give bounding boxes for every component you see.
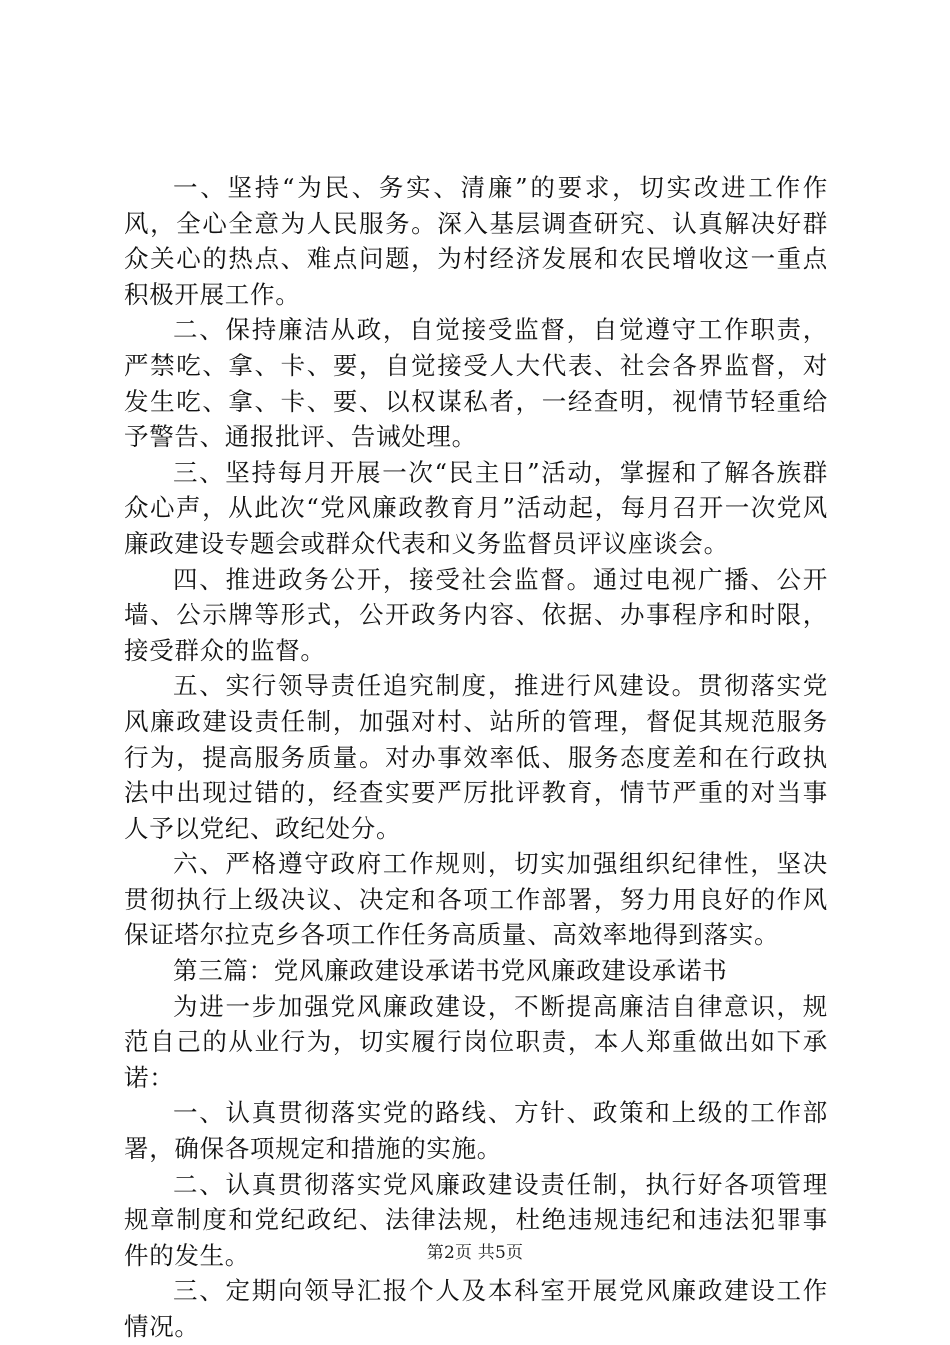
paragraph-pledge-3: 三、定期向领导汇报个人及本科室开展党风廉政建设工作情况。	[124, 1276, 828, 1341]
paragraph-commitment-2: 二、保持廉洁从政，自觉接受监督，自觉遵守工作职责，严禁吃、拿、卡、要，自觉接受人大代表、社会各界监督，对发生吃、拿、卡、要、以权谋私者，一经查明，视情节轻重给予警告、通报批评、告诫处理。	[124, 315, 828, 452]
document-body	[124, 170, 828, 1345]
paragraph-pledge-1: 一、认真贯彻落实党的路线、方针、政策和上级的工作部署，确保各项规定和措施的实施。	[124, 1098, 828, 1164]
paragraph-commitment-4: 四、推进政务公开，接受社会监督。通过电视广播、公开墙、公示牌等形式，公开政务内容、依据、办事程序和时限，接受群众的监督。	[124, 564, 828, 665]
page-footer: 第2页 共5页	[426, 1243, 524, 1263]
paragraph-commitment-1: 一、坚持“为民、务实、清廉”的要求，切实改进工作作风，全心全意为人民服务。深入基层调查研究、认真解决好群众关心的热点、难点问题，为村经济发展和农民增收这一重点积极开展工作。	[124, 173, 828, 309]
paragraph-commitment-3: 三、坚持每月开展一次“民主日”活动，掌握和了解各族群众心声，从此次“党风廉政教育月”活动起，每月召开一次党风廉政建设专题会或群众代表和义务监督员评议座谈会。	[124, 457, 828, 558]
paragraph-commitment-5: 五、实行领导责任追究制度，推进行风建设。贯彻落实党风廉政建设责任制，加强对村、站所的管理，督促其规范服务行为，提高服务质量。对办事效率低、服务态度差和在行政执法中出现过错的，经查实要严厉批评教育，情节严重的对当事人予以党纪、政纪处分。	[124, 671, 828, 843]
paragraph-pledge-2: 二、认真贯彻落实党风廉政建设责任制，执行好各项管理规章制度和党纪政纪、法律法规，杜绝违规违纪和违法犯罪事件的发生。	[124, 1169, 828, 1270]
section-heading: 第三篇：党风廉政建设承诺书党风廉政建设承诺书	[173, 956, 728, 986]
paragraph-intro: 为进一步加强党风廉政建设，不断提高廉洁自律意识，规范自己的从业行为，切实履行岗位职责，本人郑重做出如下承诺：	[124, 991, 828, 1092]
paragraph-commitment-6: 六、严格遵守政府工作规则，切实加强组织纪律性，坚决贯彻执行上级决议、决定和各项工作部署，努力用良好的作风保证塔尔拉克乡各项工作任务高质量、高效率地得到落实。	[124, 849, 828, 950]
